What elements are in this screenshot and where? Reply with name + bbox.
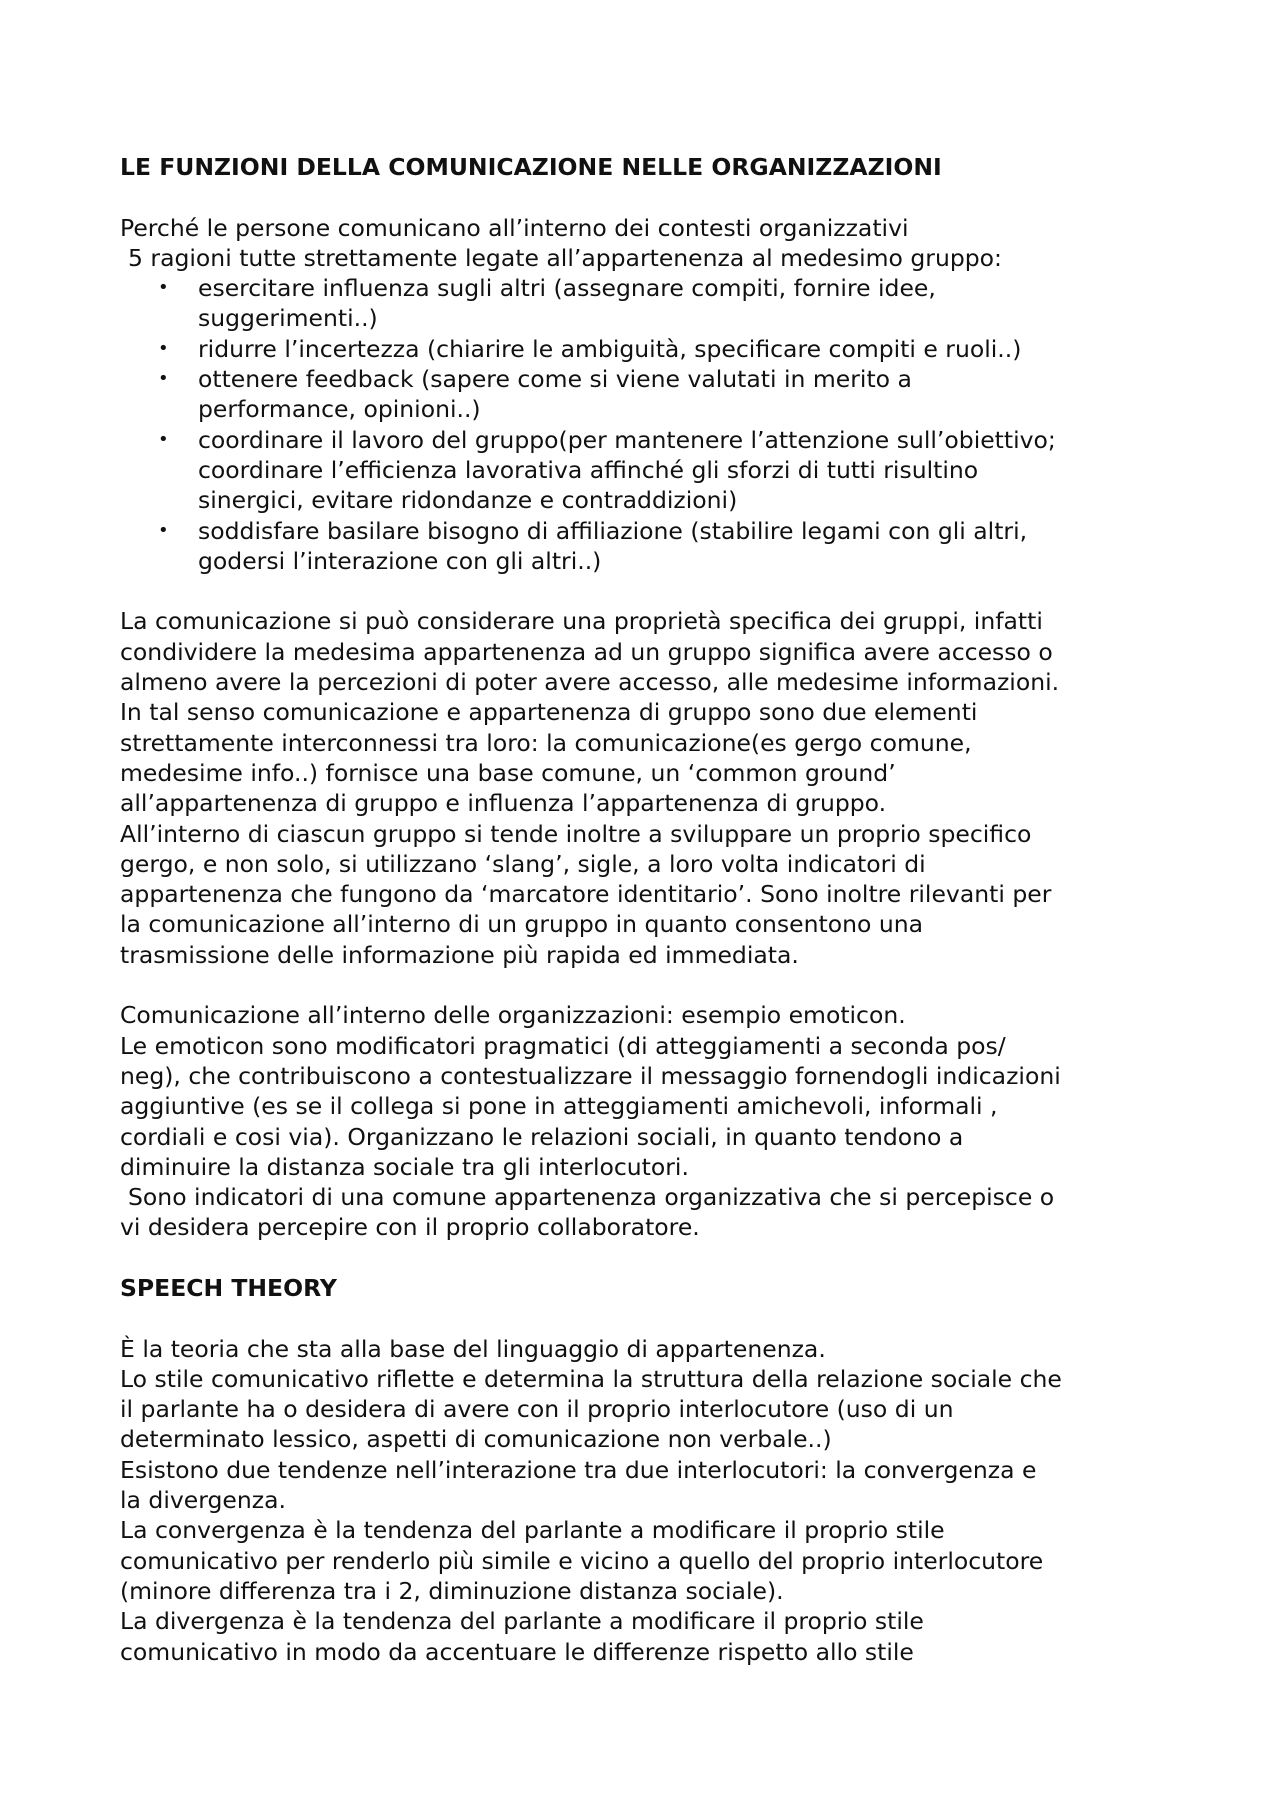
text-line: diminuire la distanza sociale tra gli interlocutori.: [120, 1152, 689, 1181]
paragraph-speech-theory: [120, 1334, 1180, 1667]
text-line: comunicativo in modo da accentuare le differenze rispetto allo stile: [120, 1637, 914, 1666]
paragraph-communication-groups: [120, 606, 1180, 970]
text-line: appartenenza che fungono da ‘marcatore identitario’. Sono inoltre rilevanti per: [120, 880, 1052, 909]
text-line: (minore differenza tra i 2, diminuzione distanza sociale).: [120, 1576, 784, 1605]
text-line: Lo stile comunicativo riflette e determina la struttura della relazione sociale che: [120, 1364, 1062, 1393]
document-title: LE FUNZIONI DELLA COMUNICAZIONE NELLE ORGANIZZAZIONI: [120, 153, 942, 181]
list-item: [120, 334, 1180, 364]
intro-line-1: Perché le persone comunicano all’interno dei contesti organizzativi: [120, 213, 909, 242]
spacer: [120, 1303, 1180, 1333]
text-line: In tal senso comunicazione e appartenenza di gruppo sono due elementi: [120, 698, 978, 727]
list-item: [120, 273, 1180, 334]
list-item-line: sinergici, evitare ridondanze e contraddizioni): [198, 486, 738, 515]
spacer: [120, 576, 1180, 606]
intro-line-2: 5 ragioni tutte strettamente legate all’appartenenza al medesimo gruppo:: [128, 243, 1002, 272]
text-line: È la teoria che sta alla base del linguaggio di appartenenza.: [120, 1334, 826, 1363]
bullet-icon: •: [158, 368, 169, 390]
spacer: [120, 970, 1180, 1000]
reasons-list: [120, 273, 1180, 576]
list-item-line: soddisfare basilare bisogno di affiliazione (stabilire legami con gli altri,: [198, 516, 1028, 545]
list-item-line: ottenere feedback (sapere come si viene valutati in merito a: [198, 365, 912, 394]
spacer: [120, 182, 1180, 212]
text-line: La convergenza è la tendenza del parlante a modificare il proprio stile: [120, 1516, 945, 1545]
text-line: strettamente interconnessi tra loro: la comunicazione(es gergo comune,: [120, 728, 972, 757]
list-item-line: coordinare il lavoro del gruppo(per mantenere l’attenzione sull’obiettivo;: [198, 425, 1056, 454]
text-line: comunicativo per renderlo più simile e vicino a quello del proprio interlocutore: [120, 1546, 1044, 1575]
document-page: [120, 152, 1180, 1667]
text-line: vi desidera percepire con il proprio collaboratore.: [120, 1213, 700, 1242]
text-line: All’interno di ciascun gruppo si tende inoltre a sviluppare un proprio specifico: [120, 819, 1032, 848]
bullet-icon: •: [158, 428, 169, 450]
text-line: La comunicazione si può considerare una proprietà specifica dei gruppi, infatti: [120, 607, 1043, 636]
list-item-line: godersi l’interazione con gli altri..): [198, 546, 602, 575]
text-line: Sono indicatori di una comune appartenenza organizzativa che si percepisce o: [128, 1183, 1055, 1212]
text-line: la comunicazione all’interno di un gruppo in quanto consentono una: [120, 910, 924, 939]
text-line: trasmissione delle informazione più rapida ed immediata.: [120, 940, 799, 969]
text-line: medesime info..) fornisce una base comune, un ‘common ground’: [120, 758, 896, 787]
list-item-line: suggerimenti..): [198, 304, 378, 333]
list-item: [120, 516, 1180, 577]
text-line: La divergenza è la tendenza del parlante a modificare il proprio stile: [120, 1607, 924, 1636]
text-line: aggiuntive (es se il collega si pone in atteggiamenti amichevoli, informali ,: [120, 1092, 998, 1121]
list-item-line: ridurre l’incertezza (chiarire le ambiguità, specificare compiti e ruoli..): [198, 334, 1022, 363]
section-heading-speech-theory: SPEECH THEORY: [120, 1273, 337, 1302]
paragraph-emoticon: [120, 1000, 1180, 1242]
text-line: Le emoticon sono modificatori pragmatici (di atteggiamenti a seconda pos/: [120, 1031, 1006, 1060]
text-line: gergo, e non solo, si utilizzano ‘slang’, sigle, a loro volta indicatori di: [120, 849, 926, 878]
text-line: condividere la medesima appartenenza ad un gruppo significa avere accesso o: [120, 637, 1053, 666]
list-item-line: coordinare l’efficienza lavorativa affinché gli sforzi di tutti risultino: [198, 455, 979, 484]
bullet-icon: •: [158, 519, 169, 541]
text-line: Comunicazione all’interno delle organizzazioni: esempio emoticon.: [120, 1001, 906, 1030]
text-line: Esistono due tendenze nell’interazione tra due interlocutori: la convergenza e: [120, 1455, 1037, 1484]
list-item-line: performance, opinioni..): [198, 395, 481, 424]
text-line: all’appartenenza di gruppo e influenza l’appartenenza di gruppo.: [120, 789, 887, 818]
list-item: [120, 425, 1180, 516]
list-item: [120, 364, 1180, 425]
list-item-line: esercitare influenza sugli altri (assegnare compiti, fornire idee,: [198, 274, 936, 303]
bullet-icon: •: [158, 277, 169, 299]
text-line: neg), che contribuiscono a contestualizzare il messaggio fornendogli indicazioni: [120, 1061, 1061, 1090]
text-line: cordiali e cosi via). Organizzano le relazioni sociali, in quanto tendono a: [120, 1122, 964, 1151]
text-line: il parlante ha o desidera di avere con il proprio interlocutore (uso di un: [120, 1395, 954, 1424]
text-line: la divergenza.: [120, 1486, 286, 1515]
text-line: determinato lessico, aspetti di comunicazione non verbale..): [120, 1425, 832, 1454]
spacer: [120, 1243, 1180, 1273]
text-line: almeno avere la percezioni di poter avere accesso, alle medesime informazioni.: [120, 668, 1060, 697]
bullet-icon: •: [158, 337, 169, 359]
